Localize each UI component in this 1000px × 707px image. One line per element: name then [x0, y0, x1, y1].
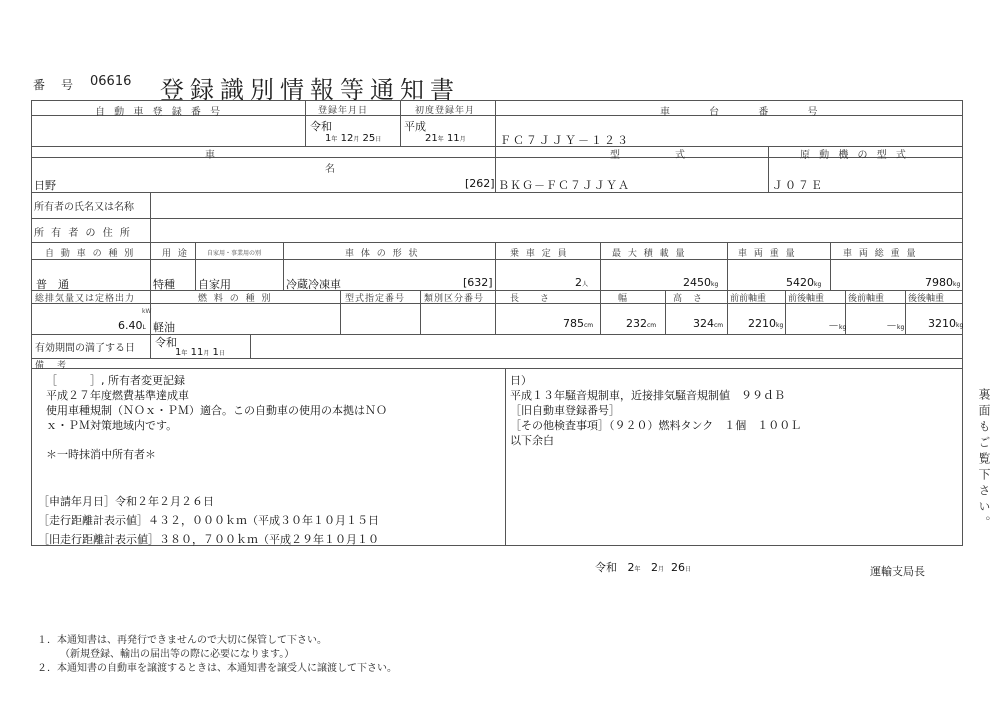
- usage-value: 特種: [153, 278, 175, 291]
- note-2: ２．本通知書の自動車を譲渡するときは、本通知書を譲受人に譲渡して下さい。: [37, 663, 397, 674]
- note-1b: （新規登録、輸出の届出等の際に必要になります。）: [60, 649, 295, 660]
- engine-model-value: Ｊ０７Ｅ: [772, 179, 824, 192]
- usage-sub-label: 自家用・事業用の別: [207, 250, 262, 257]
- remark-line: 平成２７年度燃費基準達成車: [46, 389, 189, 402]
- fuel-value: 軽油: [153, 321, 175, 334]
- document-number: 06616: [90, 74, 132, 89]
- capacity-value: 2人: [575, 276, 589, 289]
- usage-sub-value: 自家用: [198, 278, 231, 291]
- issuer: 運輸支局長: [870, 565, 925, 578]
- rf-axle-value: －kg: [886, 319, 905, 332]
- capacity-label: 乗 車 定 員: [510, 249, 569, 259]
- remark-line: [36, 462, 387, 492]
- body-code: [632]: [463, 276, 493, 289]
- remark-line: 使用車種規制（ＮＯｘ・ＰＭ）適合。この自動車の使用の本拠はＮＯ: [46, 404, 387, 417]
- remark-line: ＊一時抹消中所有者＊: [46, 448, 156, 461]
- remark-line: ［ ］, 所有者変更記録: [46, 374, 185, 387]
- expiry-value: 1年 11月 1日: [175, 347, 225, 358]
- car-name-label-1: 車: [205, 150, 218, 161]
- remarks-label: 備 考: [35, 361, 69, 371]
- fr-axle-label: 前後軸重: [788, 294, 825, 304]
- expiry-label: 有効期間の満了する日: [35, 343, 135, 354]
- first-reg-value: 21年 11月: [425, 133, 466, 144]
- model-value: ＢＫＧ－ＦＣ７ＪＪＹＡ: [498, 179, 630, 192]
- vehicle-kind-value: 普 通: [36, 278, 69, 291]
- body-shape-label: 車 体 の 形 状: [345, 249, 420, 259]
- gross-weight-value: 7980kg: [925, 276, 961, 289]
- remarks-left: [36, 373, 387, 549]
- chassis-number-label: 車 台 番 号: [660, 107, 836, 118]
- category-label: 類別区分番号: [424, 294, 485, 304]
- owner-address-label: 所 有 者 の 住 所: [34, 228, 132, 239]
- max-load-label: 最 大 積 載 量: [612, 249, 687, 259]
- maker-value: 日野: [34, 179, 56, 192]
- chassis-number-value: ＦＣ７ＪＪＹ－１２３: [500, 134, 630, 147]
- ff-axle-value: 2210kg: [748, 317, 784, 330]
- remark-line: ｘ・ＰＭ対策地域内です。: [46, 419, 178, 432]
- reg-date-era: 令和: [310, 120, 332, 133]
- remark-line: ［旧自動車登録番号］: [510, 404, 620, 417]
- usage-label: 用 途: [162, 249, 189, 259]
- type-designation-label: 型式指定番号: [345, 294, 406, 304]
- first-reg-label: 初度登録年月: [415, 106, 476, 116]
- remark-line: ［その他検査事項］（９２０）燃料タンク １個 １００Ｌ: [510, 419, 802, 432]
- body-shape-value: 冷蔵冷凍車: [286, 278, 341, 291]
- length-value: 785cm: [563, 317, 594, 330]
- remark-line: ［旧走行距離計表示値］３８０，７００ｋｍ（平成２９年１０月１０: [38, 533, 379, 546]
- reg-date-value: 1年 12月 25日: [325, 133, 382, 144]
- fuel-kind-label: 燃 料 の 種 別: [198, 294, 273, 304]
- rr-axle-label: 後後軸重: [908, 294, 945, 304]
- issue-date: 令和 2年 2月 26日: [595, 561, 692, 574]
- width-value: 232cm: [626, 317, 657, 330]
- length-label: 長 さ: [510, 294, 551, 304]
- remarks-right: [510, 373, 801, 448]
- remark-line: [36, 433, 387, 447]
- reg-date-label: 登録年月日: [318, 106, 369, 116]
- max-load-value: 2450kg: [683, 276, 719, 289]
- remark-line: ［申請年月日］令和２年２月２６日: [38, 495, 214, 508]
- model-code: [262]: [465, 177, 495, 190]
- remark-line: 以下余白: [510, 434, 554, 447]
- displacement-label: 総排気量又は定格出力: [35, 294, 136, 304]
- height-value: 324cm: [693, 317, 724, 330]
- displacement-unit-kw: kW: [142, 308, 152, 315]
- vehicle-weight-label: 車 両 重 量: [738, 249, 797, 259]
- vehicle-kind-label: 自 動 車 の 種 別: [45, 249, 136, 259]
- remark-line: ［走行距離計表示値］４３２，０００ｋｍ（平成３０年１０月１５日: [38, 514, 379, 527]
- car-name-label-2: 名: [325, 164, 338, 175]
- reg-number-label: 自 動 車 登 録 番 号: [95, 107, 224, 118]
- side-note: 裏面もご覧下さい。: [977, 388, 991, 532]
- remark-line: 日）: [510, 374, 532, 387]
- vehicle-weight-value: 5420kg: [786, 276, 822, 289]
- width-label: 幅: [618, 294, 629, 304]
- rf-axle-label: 後前軸重: [848, 294, 885, 304]
- remark-line: 平成１３年騒音規制車，近接排気騒音規制値 ９９ｄＢ: [510, 389, 785, 402]
- note-1: １．本通知書は、再発行できませんので大切に保管して下さい。: [37, 635, 327, 646]
- model-label: 型 式: [610, 150, 688, 161]
- height-label: 高 さ: [673, 294, 704, 304]
- fr-axle-value: －kg: [828, 319, 847, 332]
- first-reg-era: 平成: [404, 120, 426, 133]
- document-title: 登録識別情報等通知書: [160, 76, 460, 104]
- owner-name-label: 所有者の氏名又は名称: [34, 202, 134, 213]
- expiry-era: 令和: [155, 336, 177, 349]
- number-label: 番 号: [33, 78, 76, 92]
- gross-weight-label: 車 両 総 重 量: [843, 249, 918, 259]
- engine-model-label: 原 動 機 の 型 式: [800, 150, 909, 161]
- ff-axle-label: 前前軸重: [730, 294, 767, 304]
- displacement-value: 6.40L: [118, 319, 146, 332]
- rr-axle-value: 3210kg: [928, 317, 964, 330]
